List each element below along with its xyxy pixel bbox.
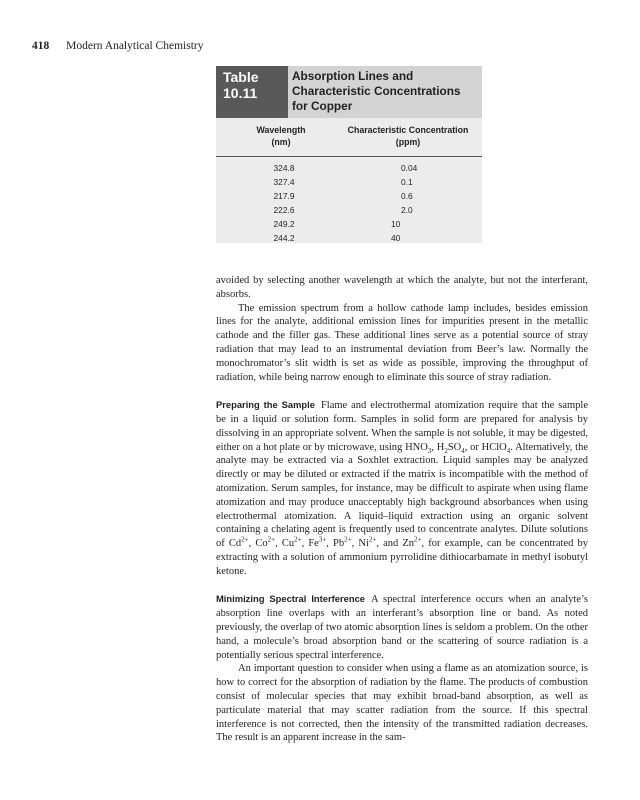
section-preparing-sample	[216, 398, 588, 578]
text-run: , or HClO	[464, 441, 507, 453]
cell-concentration: 0.1	[401, 177, 413, 187]
cell-wavelength: 327.4	[273, 177, 295, 187]
cell-concentration: 0.6	[401, 191, 413, 201]
column-header-unit: (nm)	[271, 137, 291, 147]
cell-concentration: 0.04	[401, 163, 418, 173]
subscript: 4	[506, 446, 511, 455]
cell-wavelength: 244.2	[273, 233, 295, 243]
table-row	[216, 191, 482, 205]
cell-concentration: 10	[391, 219, 401, 229]
table-10-11	[216, 66, 482, 243]
superscript: 2+	[344, 535, 352, 544]
body-text	[216, 274, 588, 745]
text-run: , and Zn	[376, 538, 415, 550]
text-run: , Fe	[301, 538, 319, 550]
subscript: 3	[427, 446, 432, 455]
text-run: , Pb	[326, 538, 345, 550]
table-title-line: for Copper	[292, 99, 353, 113]
cell-concentration: 2.0	[401, 205, 413, 215]
table-title	[288, 66, 482, 118]
superscript: 2+	[368, 535, 377, 544]
text-run: Flame and electrothermal atomization require that the sample be in a liquid or solution form. Samples in solid form are prepared for analysis by dissolving in an appropriate solvent. When the sample is not soluble, it may be digested, either on a hot plate or by microwave, using HNO	[216, 400, 588, 453]
paragraph: The emission spectrum from a hollow cathode lamp includes, besides emission lines for the analyte, additional emission lines for impurities present in the metallic cathode and the filler gas. These additional lines serve as a potential source of stray radiation that may lead to an instrumental deviation from Beer’s law. Normally the monochromator’s slit width is set as wide as possible, improving the throughput of radiation, while being narrow enough to eliminate this source of stray radiation.	[216, 302, 588, 383]
table-title-line: Absorption Lines and	[292, 69, 414, 83]
page-number: 418	[32, 40, 50, 52]
text-run: . Alternatively, the analyte may be extracted via a Soxhlet extraction. Liquid samples may be analyzed directly or may be diluted or extracted if the matrix is incompatible with the method of atomization. Serum samples, for instance, may be difficult to aspirate when using flame atomization and may produce unacceptably high background absorbances when using electrothermal atomization. A liquid–liquid extraction using an organic solvent containing a chelating agent is frequently used to concentrate analytes. Dilute solutions of Cd	[216, 441, 588, 550]
column-header-unit: (ppm)	[395, 137, 421, 147]
text-run: , Cu	[275, 538, 295, 550]
table-row	[216, 233, 482, 247]
table-row	[216, 163, 482, 177]
column-header-wavelength	[242, 124, 320, 148]
superscript: 2+	[241, 535, 249, 544]
running-head	[32, 40, 203, 52]
running-head-title: Modern Analytical Chemistry	[66, 40, 204, 52]
subscript: 2	[444, 446, 448, 455]
text-run: SO	[447, 441, 462, 453]
text-run: , Co	[248, 538, 268, 550]
table-title-line: Characteristic Concentrations	[292, 84, 461, 98]
column-header-label: Characteristic Concentration	[347, 125, 469, 135]
section-heading: Minimizing Spectral Interference	[216, 593, 366, 605]
table-row	[216, 177, 482, 191]
text-run: , H	[431, 441, 445, 453]
cell-wavelength: 249.2	[273, 219, 295, 229]
paragraph: An important question to consider when using a flame as an atomization source, is how to correct for the absorption of radiation by the flame. The products of combustion consist of molecular species that may exhibit broad-band absorption, as well as particulate material that may scatter radiation from the source. If this spectral interference is not corrected, then the intensity of the transmitted radiation decreases. The result is an apparent increase in the sam-	[216, 663, 588, 744]
superscript: 2+	[294, 535, 302, 544]
subscript: 4	[461, 446, 465, 455]
cell-wavelength: 222.6	[273, 205, 295, 215]
column-header-label: Wavelength	[256, 125, 306, 135]
column-header-concentration	[336, 124, 480, 148]
table-label: Table 10.11	[216, 66, 288, 118]
header-rule	[216, 156, 482, 157]
table-body	[216, 118, 482, 243]
table-row	[216, 219, 482, 233]
superscript: 2+	[414, 535, 422, 544]
table-row	[216, 205, 482, 219]
cell-wavelength: 324.8	[273, 163, 295, 173]
section-spectral-interference	[216, 592, 588, 662]
text-run: A spectral interference occurs when an analyte’s absorption line overlaps with an interferant’s absorption line or band. As noted previously, the overlap of two atomic absorption lines is seldom a problem. On the other hand, a molecule’s broad absorption band or the scattering of source radiation is a potentially serious spectral interference.	[216, 594, 589, 661]
paragraph: avoided by selecting another wavelength at which the analyte, but not the interferant, absorbs.	[216, 275, 588, 300]
superscript: 3+	[318, 535, 327, 544]
section-heading: Preparing the Sample	[216, 399, 315, 411]
cell-wavelength: 217.9	[273, 191, 295, 201]
text-run: , Ni	[351, 538, 369, 550]
text-run: , for example, can be concentrated by extracting with a solution of ammonium pyrrolidine dithiocarbamate in methyl isobutyl ketone.	[216, 538, 589, 577]
superscript: 2+	[267, 535, 276, 544]
table-caption	[216, 66, 482, 118]
cell-concentration: 40	[391, 233, 401, 243]
